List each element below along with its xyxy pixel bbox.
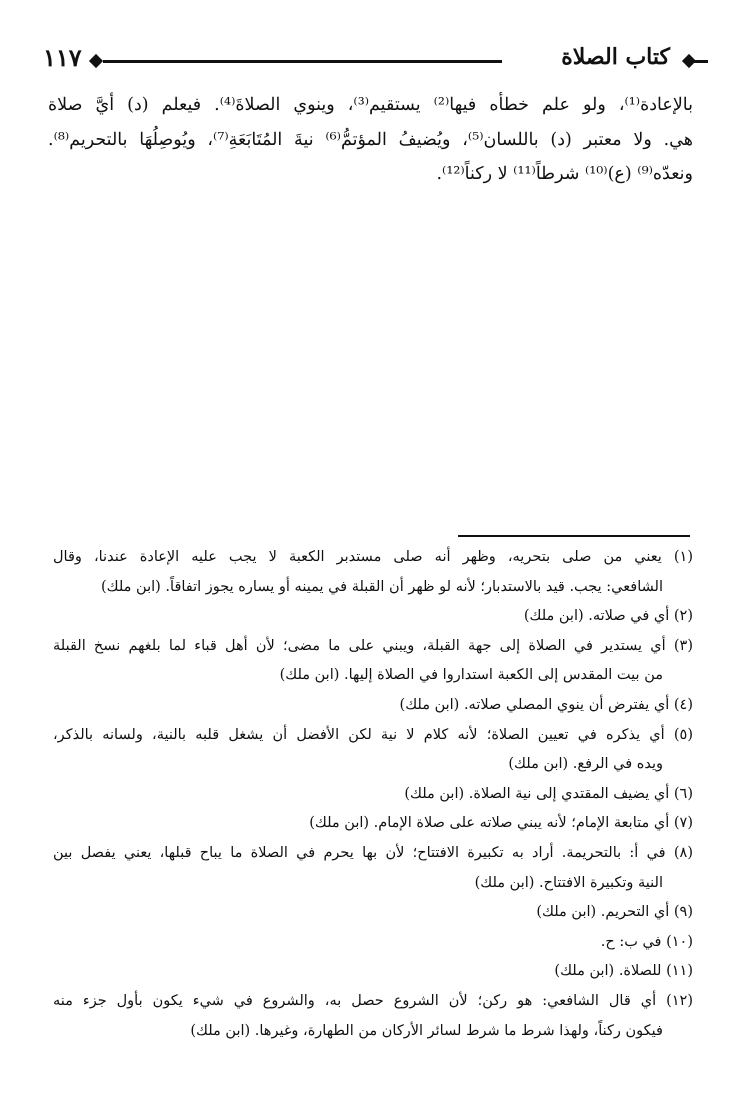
footnote-line: (١١) للصلاة. (ابن ملك): [554, 963, 693, 980]
footnote-line: (٣) أي يستدير في الصلاة إلى جهة القبلة، ويبني على ما مضى؛ لأن أهل قباء لما بلغهم نسخ القبلة: [53, 637, 693, 654]
footnote-line: ويده في الرفع. (ابن ملك): [508, 756, 663, 773]
footnote-line: (٤) أي يفترض أن ينوي المصلي صلاته. (ابن ملك): [399, 696, 693, 713]
footnote-line: (٢) أي في صلاته. (ابن ملك): [523, 608, 693, 625]
footnote-line: (٦) أي يضيف المقتدي إلى نية الصلاة. (ابن ملك): [404, 785, 693, 802]
footnote-line: من بيت المقدس إلى الكعبة استداروا في الصلاة إليها. (ابن ملك): [279, 667, 663, 684]
diamond-ornament-left-icon: [89, 54, 103, 68]
header-rule: [103, 60, 502, 63]
page-number: ١١٧: [43, 43, 82, 72]
footnote-line: (٨) في أ: بالتحريمة. أراد به تكبيرة الافتتاح؛ لأن بها يحرم في الصلاة ما يباح قبلها، يعني يفصل بين: [53, 844, 693, 861]
footnote-line: (٥) أي يذكره في تعيين الصلاة؛ لأنه كلام لا نية لكن الأفضل أن يشغل قلبه بالنية، ولسانه بالذكر،: [53, 726, 693, 743]
main-text-line: ونعدّه⁽⁹⁾ (ع)⁽¹⁰⁾ شرطاً⁽¹¹⁾ لا ركناً⁽¹²⁾.: [436, 164, 693, 184]
footnote-line: (١٢) أي قال الشافعي: هو ركن؛ لأن الشروع حصل به، والشروع في شيء يكون بأول جزء منه: [53, 992, 693, 1009]
page-header: [43, 42, 708, 82]
main-text: [48, 88, 693, 192]
footnote-line: (٩) أي التحريم. (ابن ملك): [536, 904, 693, 921]
footnotes: [53, 543, 693, 1046]
diamond-ornament-right-icon: [682, 54, 696, 68]
footnote-line: (٧) أي متابعة الإمام؛ لأنه يبني صلاته على صلاة الإمام. (ابن ملك): [309, 815, 693, 832]
footnote-line: النية وتكبيرة الافتتاح. (ابن ملك): [474, 874, 663, 891]
footnote-line: (١٠) في ب: ح.: [600, 933, 693, 950]
footnote-line: فيكون ركناً، ولهذا شرط ما شرط لسائر الأركان من الطهارة، وغيرها. (ابن ملك): [190, 1022, 663, 1039]
footnote-line: الشافعي: يجب. قيد بالاستدبار؛ لأنه لو ظهر أن القبلة في يمينه أو يساره يجوز اتفاقاً. (ابن ملك): [101, 578, 663, 595]
main-text-line: بالإعادة⁽¹⁾، ولو علم خطأه فيها⁽²⁾ يستقيم⁽³⁾، وينوي الصلاةَ⁽⁴⁾. فيعلم (د) أيَّ صلاة: [48, 95, 693, 115]
chapter-title: كتاب الصلاة: [561, 44, 670, 70]
footnote-separator: [458, 535, 690, 537]
footnote-line: (١) يعني من صلى بتحريه، وظهر أنه صلى مستدبر الكعبة لا يجب عليه الإعادة عندنا، وقال: [53, 549, 693, 565]
main-text-line: هي. ولا معتبر (د) باللسان⁽⁵⁾، ويُضيفُ المؤتمُّ⁽⁶⁾ نيةَ المُتَابَعَةِ⁽⁷⁾، ويُوصِلُهَا بالتحريم⁽⁸⁾.: [48, 129, 693, 150]
